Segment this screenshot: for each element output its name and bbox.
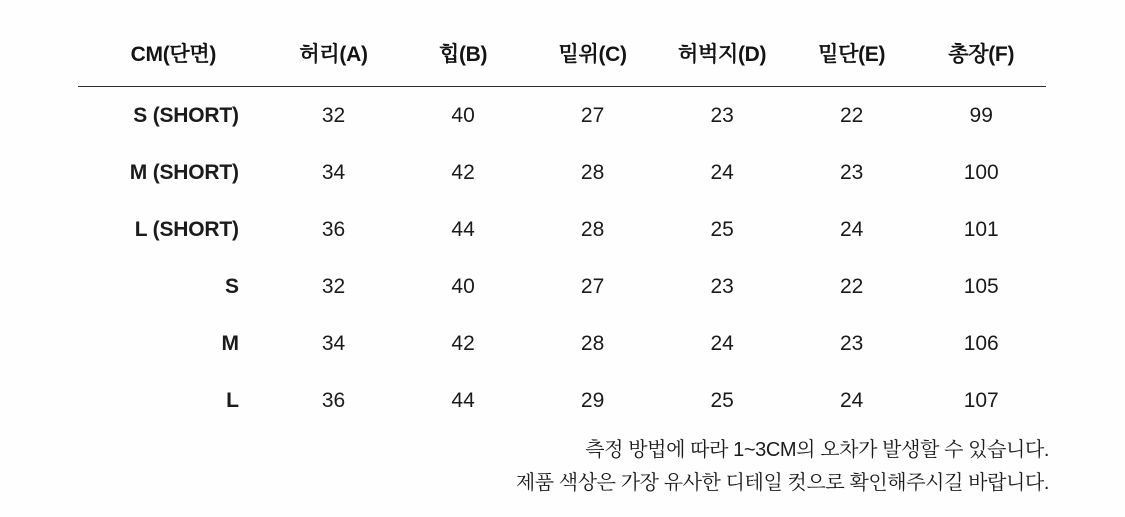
cell-rise: 27 <box>580 104 605 127</box>
cell-thigh: 24 <box>710 161 734 184</box>
table-row <box>78 87 1046 145</box>
cell-hip: 42 <box>451 332 475 355</box>
cell-hip: 40 <box>451 275 475 298</box>
row-label: S (SHORT) <box>133 104 239 127</box>
row-label: L <box>226 389 239 412</box>
cell-hip: 42 <box>451 161 475 184</box>
cell-thigh: 23 <box>710 104 734 127</box>
disclaimer-notes <box>516 434 1049 499</box>
cell-thigh: 25 <box>710 389 734 412</box>
cell-waist: 32 <box>321 104 346 127</box>
cell-thigh: 25 <box>710 218 734 241</box>
row-label: L (SHORT) <box>134 218 239 241</box>
cell-hem: 24 <box>839 218 864 241</box>
cell-hem: 24 <box>839 389 864 412</box>
table-body <box>78 87 1046 430</box>
cell-hem: 23 <box>839 161 864 184</box>
column-header-rise: 밑위(C) <box>558 43 627 66</box>
cell-waist: 32 <box>321 275 346 298</box>
table-row <box>78 372 1046 429</box>
column-header-length: 총장(F) <box>948 43 1015 66</box>
cell-length: 101 <box>963 218 999 241</box>
cell-length: 107 <box>963 389 999 412</box>
cell-hip: 40 <box>451 104 475 127</box>
cell-length: 105 <box>963 275 999 298</box>
table-row <box>78 201 1046 258</box>
cell-waist: 34 <box>321 161 346 184</box>
column-header-hip: 힙(B) <box>438 43 488 66</box>
cell-length: 99 <box>969 104 993 127</box>
cell-thigh: 24 <box>710 332 734 355</box>
cell-length: 106 <box>963 332 999 355</box>
cell-rise: 28 <box>580 218 605 241</box>
row-label: S <box>224 275 239 298</box>
cell-waist: 36 <box>321 218 346 241</box>
column-header-thigh: 허벅지(D) <box>678 43 767 66</box>
cell-rise: 28 <box>580 161 605 184</box>
table-row <box>78 144 1046 201</box>
column-header-hem: 밑단(E) <box>818 43 886 66</box>
cell-hip: 44 <box>451 389 475 412</box>
cell-hip: 44 <box>451 218 475 241</box>
row-label: M <box>221 332 239 355</box>
cell-waist: 34 <box>321 332 346 355</box>
table-header-row <box>78 28 1046 87</box>
table-header <box>78 28 1046 87</box>
column-header-size: CM(단면) <box>130 43 217 66</box>
cell-rise: 27 <box>580 275 605 298</box>
cell-hem: 22 <box>839 275 864 298</box>
size-table <box>78 28 1046 429</box>
cell-length: 100 <box>963 161 999 184</box>
cell-waist: 36 <box>321 389 346 412</box>
column-header-waist: 허리(A) <box>299 43 368 66</box>
note-measurement-tolerance: 측정 방법에 따라 1~3CM의 오차가 발생할 수 있습니다. <box>585 439 1049 462</box>
cell-thigh: 23 <box>710 275 734 298</box>
table-row <box>78 315 1046 372</box>
cell-rise: 29 <box>580 389 605 412</box>
cell-hem: 22 <box>839 104 864 127</box>
cell-hem: 23 <box>839 332 864 355</box>
note-color-accuracy: 제품 색상은 가장 유사한 디테일 컷으로 확인해주시길 바랍니다. <box>515 471 1049 494</box>
table-row <box>78 258 1046 315</box>
row-label: M (SHORT) <box>129 161 239 184</box>
cell-rise: 28 <box>580 332 605 355</box>
